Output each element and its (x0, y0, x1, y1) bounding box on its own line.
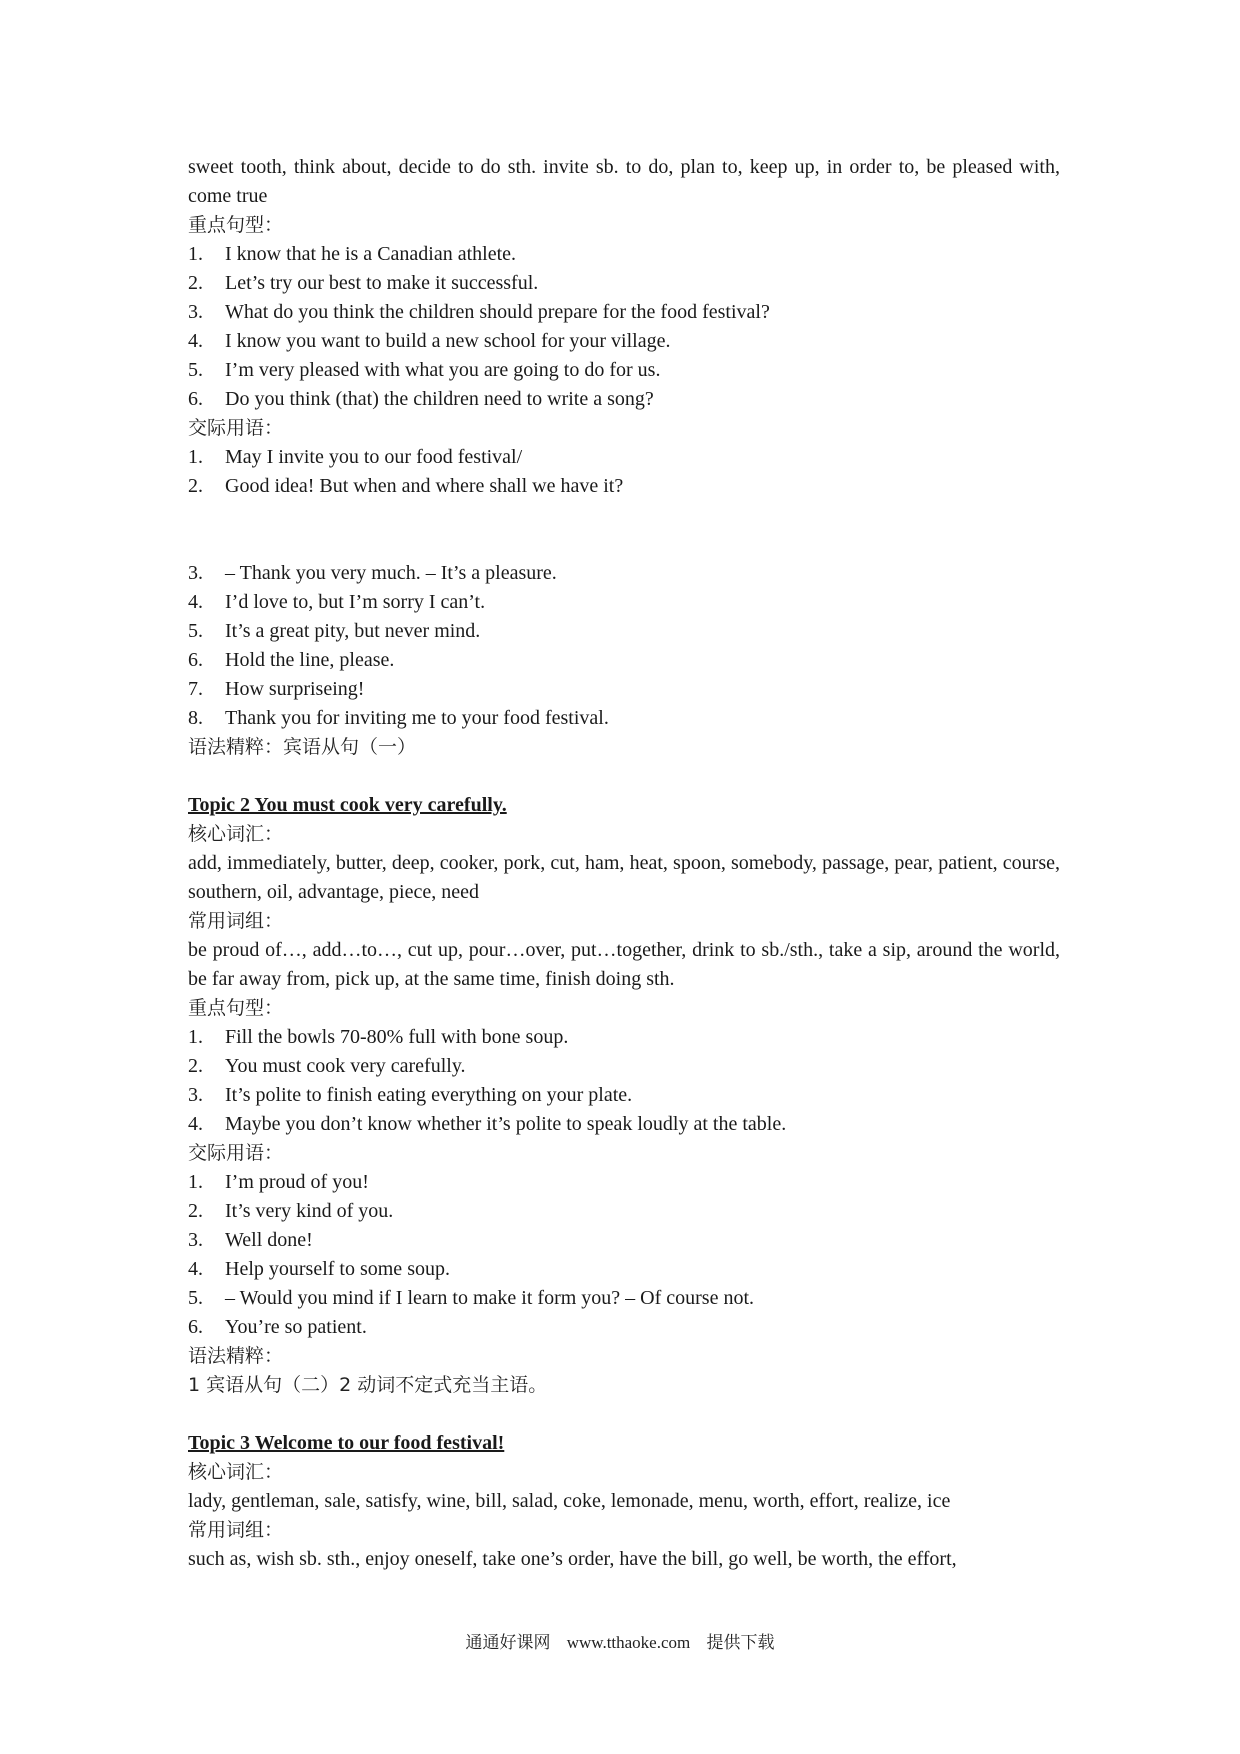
list-item (188, 327, 1060, 356)
list-item-number: 3. (188, 1084, 203, 1106)
list-item-number: 4. (188, 1258, 203, 1280)
list-item-number: 6. (188, 388, 203, 410)
list-item-number: 2. (188, 475, 203, 497)
list-item-number: 4. (188, 591, 203, 613)
list-item-text: Do you think (that) the children need to write a song? (225, 388, 654, 410)
list-item-text: May I invite you to our food festival/ (225, 446, 523, 468)
list-item (188, 269, 1060, 298)
list-item-text: It’s polite to finish eating everything on your plate. (225, 1084, 633, 1106)
list-item (188, 1313, 1060, 1342)
topic2-patterns-label: 重点句型： (188, 997, 284, 1019)
list-item-text: I’m proud of you! (225, 1171, 369, 1193)
list-item-number: 3. (188, 562, 203, 584)
list-item-number: 4. (188, 330, 203, 352)
list-item (188, 704, 1060, 733)
list-item-number: 1. (188, 1026, 203, 1048)
list-item-number: 3. (188, 1229, 203, 1251)
topic2-vocab: add, immediately, butter, deep, cooker, pork, cut, ham, heat, spoon, somebody, passage, pear, patient, course, southern, oil, advantage, piece, need (188, 852, 1060, 903)
list-item (188, 1110, 1060, 1139)
list-item-text: – Thank you very much. – It’s a pleasure. (225, 562, 557, 584)
list-item (188, 1197, 1060, 1226)
list-item-text: I know that he is a Canadian athlete. (225, 243, 517, 265)
topic2-comm-label: 交际用语： (188, 1142, 284, 1164)
list-item (188, 1081, 1060, 1110)
footer-url[interactable]: www.tthaoke.com (566, 1633, 691, 1652)
list-item (188, 1023, 1060, 1052)
topic2-grammar-label: 语法精粹： (188, 1345, 284, 1367)
list-item (188, 443, 1060, 472)
intro-grammar: 语法精粹：宾语从句（一） (188, 736, 417, 758)
list-item-number: 1. (188, 446, 203, 468)
list-item-text: It’s a great pity, but never mind. (225, 620, 481, 642)
list-item-text: You must cook very carefully. (225, 1055, 466, 1077)
list-item-text: I’m very pleased with what you are going to do for us. (225, 359, 661, 381)
topic2-title: Topic 2 You must cook very carefully. (188, 794, 507, 816)
intro-comm-label: 交际用语： (188, 417, 284, 439)
list-item (188, 1284, 1060, 1313)
footer-site-name: 通通好课网 (465, 1633, 551, 1653)
section-gap (188, 762, 1060, 791)
list-item (188, 1052, 1060, 1081)
intro-comm-list-a (188, 443, 1060, 501)
list-item-number: 5. (188, 620, 203, 642)
list-item-number: 2. (188, 1200, 203, 1222)
list-item-number: 4. (188, 1113, 203, 1135)
topic2-phrases-label: 常用词组： (188, 910, 284, 932)
blank-gap (188, 501, 1060, 559)
list-item (188, 298, 1060, 327)
list-item (188, 1226, 1060, 1255)
list-item-text: I know you want to build a new school for your village. (225, 330, 671, 352)
list-item-number: 3. (188, 301, 203, 323)
list-item (188, 646, 1060, 675)
list-item-number: 2. (188, 1055, 203, 1077)
list-item (188, 1255, 1060, 1284)
section-gap (188, 1400, 1060, 1429)
list-item-text: – Would you mind if I learn to make it form you? – Of course not. (225, 1287, 755, 1309)
topic3-vocab: lady, gentleman, sale, satisfy, wine, bill, salad, coke, lemonade, menu, worth, effort, realize, ice (188, 1490, 951, 1512)
topic3-title: Topic 3 Welcome to our food festival! (188, 1432, 505, 1454)
document-body (188, 153, 1060, 1574)
list-item (188, 385, 1060, 414)
list-item-text: What do you think the children should prepare for the food festival? (225, 301, 770, 323)
intro-phrases: sweet tooth, think about, decide to do sth. invite sb. to do, plan to, keep up, in order to, be pleased with, come true (188, 156, 1060, 207)
list-item-number: 1. (188, 243, 203, 265)
list-item-number: 2. (188, 272, 203, 294)
list-item (188, 617, 1060, 646)
list-item-text: Fill the bowls 70-80% full with bone soup. (225, 1026, 569, 1048)
intro-comm-list-b (188, 559, 1060, 733)
list-item-text: How surpriseing! (225, 678, 365, 700)
list-item-text: You’re so patient. (225, 1316, 367, 1338)
list-item-number: 6. (188, 1316, 203, 1338)
list-item (188, 1168, 1060, 1197)
list-item-text: Help yourself to some soup. (225, 1258, 450, 1280)
list-item-number: 5. (188, 359, 203, 381)
list-item-text: Let’s try our best to make it successful. (225, 272, 539, 294)
list-item-number: 7. (188, 678, 203, 700)
topic3-vocab-label: 核心词汇： (188, 1461, 284, 1483)
list-item-text: Maybe you don’t know whether it’s polite to speak loudly at the table. (225, 1113, 787, 1135)
list-item (188, 356, 1060, 385)
intro-patterns-list (188, 240, 1060, 414)
list-item-text: Good idea! But when and where shall we have it? (225, 475, 624, 497)
page-footer (0, 1628, 1240, 1653)
list-item-text: Thank you for inviting me to your food festival. (225, 707, 609, 729)
topic3-phrases: such as, wish sb. sth., enjoy oneself, take one’s order, have the bill, go well, be worth, the effort, (188, 1548, 957, 1570)
list-item-number: 5. (188, 1287, 203, 1309)
topic2-vocab-label: 核心词汇： (188, 823, 284, 845)
footer-note: 提供下载 (706, 1633, 775, 1653)
list-item (188, 675, 1060, 704)
intro-patterns-label: 重点句型： (188, 214, 284, 236)
list-item-number: 1. (188, 1171, 203, 1193)
topic2-phrases: be proud of…, add…to…, cut up, pour…over, put…together, drink to sb./sth., take a sip, around the world, be far away from, pick up, at the same time, finish doing sth. (188, 939, 1060, 990)
list-item (188, 472, 1060, 501)
list-item-text: Well done! (225, 1229, 313, 1251)
topic2-comm-list (188, 1168, 1060, 1342)
topic3-phrases-label: 常用词组： (188, 1519, 284, 1541)
list-item-number: 6. (188, 649, 203, 671)
list-item-number: 8. (188, 707, 203, 729)
list-item-text: Hold the line, please. (225, 649, 395, 671)
list-item-text: I’d love to, but I’m sorry I can’t. (225, 591, 486, 613)
list-item (188, 559, 1060, 588)
topic2-patterns-list (188, 1023, 1060, 1139)
topic2-grammar: 1 宾语从句（二）2 动词不定式充当主语。 (188, 1374, 548, 1396)
list-item (188, 240, 1060, 269)
list-item-text: It’s very kind of you. (225, 1200, 394, 1222)
list-item (188, 588, 1060, 617)
